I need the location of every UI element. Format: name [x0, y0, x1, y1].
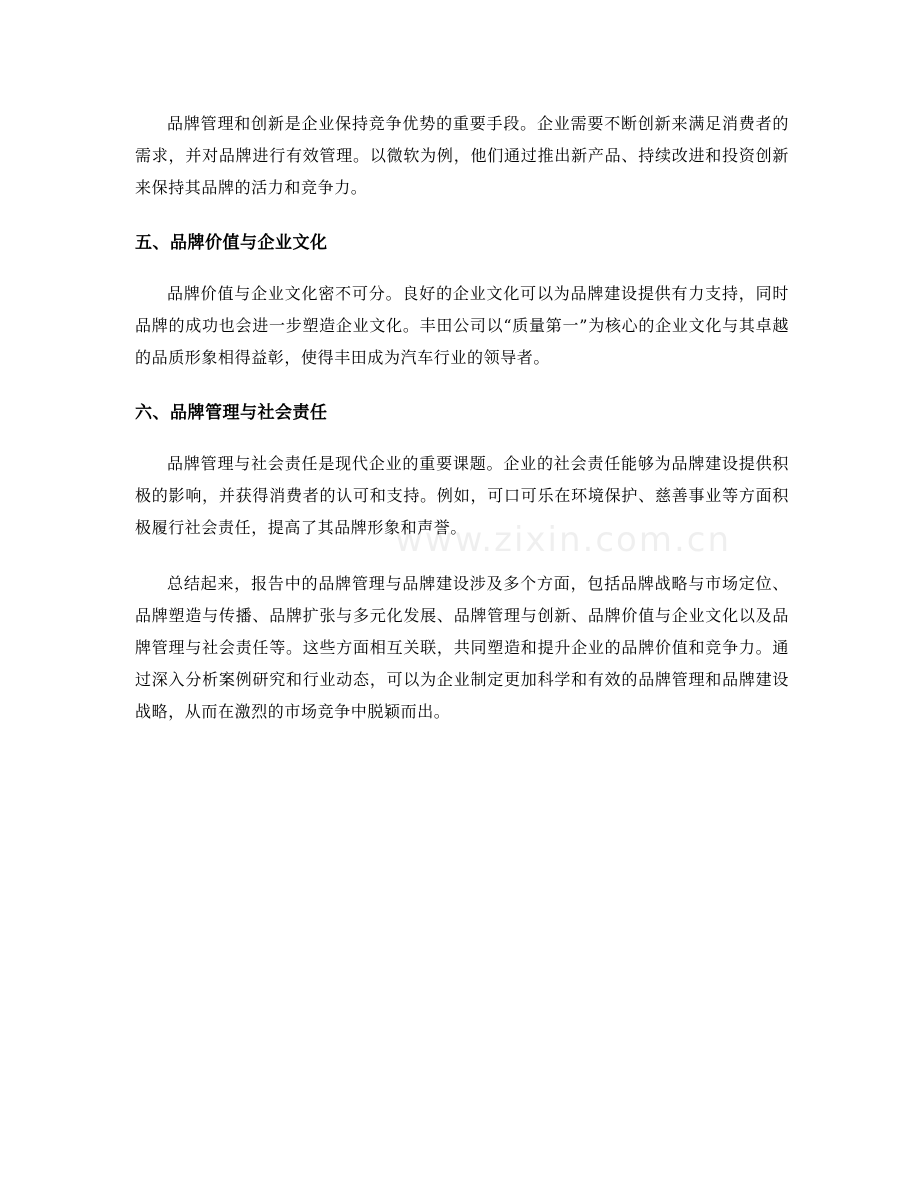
paragraph-brand-innovation: 品牌管理和创新是企业保持竞争优势的重要手段。企业需要不断创新来满足消费者的需求，并对品牌进行有效管理。以微软为例，他们通过推出新产品、持续改进和投资创新来保持其品牌的活力和竞争力。	[135, 114, 789, 197]
watermark-text: www.zixin.com.cn	[395, 520, 731, 560]
paragraph-conclusion: 总结起来，报告中的品牌管理与品牌建设涉及多个方面，包括品牌战略与市场定位、品牌塑造与传播、品牌扩张与多元化发展、品牌管理与创新、品牌价值与企业文化以及品牌管理与社会责任等。这些方面相互关联，共同塑造和提升企业的品牌价值和竞争力。通过深入分析案例研究和行业动态，可以为企业制定更加科学和有效的品牌管理和品牌建设战略，从而在激烈的市场竞争中脱颖而出。	[135, 574, 789, 721]
paragraph-brand-social-responsibility: 品牌管理与社会责任是现代企业的重要课题。企业的社会责任能够为品牌建设提供积极的影响，并获得消费者的认可和支持。例如，可口可乐在环境保护、慈善事业等方面积极履行社会责任，提高了其品牌形象和声誉。	[135, 454, 789, 537]
paragraph-brand-value-culture: 品牌价值与企业文化密不可分。良好的企业文化可以为品牌建设提供有力支持，同时品牌的成功也会进一步塑造企业文化。丰田公司以“质量第一”为核心的企业文化与其卓越的品质形象相得益彰，使得丰田成为汽车行业的领导者。	[135, 284, 789, 367]
section-heading-brand-social-responsibility: 六、品牌管理与社会责任	[135, 403, 328, 423]
document-body	[135, 108, 789, 752]
section-heading-brand-value-culture: 五、品牌价值与企业文化	[135, 233, 328, 253]
